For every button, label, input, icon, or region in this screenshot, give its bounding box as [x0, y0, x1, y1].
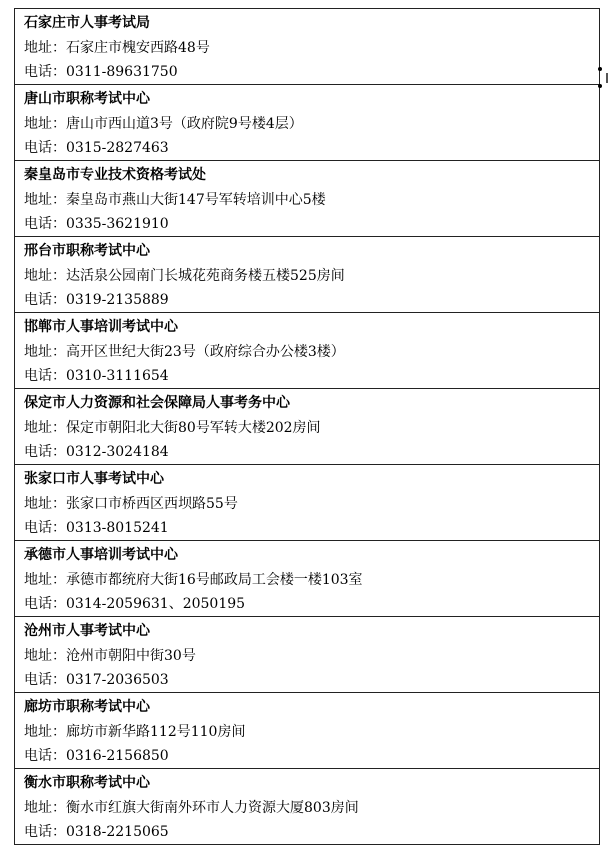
- entry-phone: 电话：0314-2059631、2050195: [24, 596, 246, 612]
- bullet-dot-icon: [598, 67, 602, 71]
- entry-address: 地址：承德市都统府大街16号邮政局工会楼一楼103室: [24, 571, 363, 588]
- entry-address: 地址：石家庄市槐安西路48号: [24, 39, 210, 56]
- entry-name: 唐山市职称考试中心: [24, 91, 150, 107]
- entry-baoding: [15, 389, 599, 465]
- entry-tangshan: [15, 85, 599, 161]
- entry-langfang: [15, 693, 599, 769]
- entry-phone: 电话：0310-3111654: [24, 368, 169, 384]
- entry-name: 秦皇岛市专业技术资格考试处: [24, 167, 206, 183]
- exam-center-table: [14, 8, 600, 845]
- entry-chengde: [15, 541, 599, 617]
- entry-cangzhou: [15, 617, 599, 693]
- entry-name: 邯郸市人事培训考试中心: [24, 319, 178, 335]
- entry-name: 廊坊市职称考试中心: [24, 699, 150, 715]
- entry-address: 地址：高开区世纪大街23号（政府综合办公楼3楼）: [24, 343, 345, 360]
- entry-phone: 电话：0311-89631750: [24, 64, 178, 80]
- entry-phone: 电话：0318-2215065: [24, 824, 169, 840]
- edge-tick-icon: [606, 73, 608, 83]
- entry-name: 邢台市职称考试中心: [24, 243, 150, 259]
- entry-address: 地址：廊坊市新华路112号110房间: [24, 723, 246, 740]
- entry-name: 沧州市人事考试中心: [24, 623, 150, 639]
- entry-address: 地址：保定市朝阳北大街80号军转大楼202房间: [24, 419, 321, 436]
- entry-phone: 电话：0315-2827463: [24, 140, 169, 156]
- entry-phone: 电话：0335-3621910: [24, 216, 169, 232]
- entry-name: 保定市人力资源和社会保障局人事考务中心: [24, 395, 290, 411]
- edge-marks: [596, 64, 610, 94]
- entry-address: 地址：沧州市朝阳中街30号: [24, 647, 196, 664]
- bullet-dot-icon: [598, 84, 602, 88]
- entry-address: 地址：张家口市桥西区西坝路55号: [24, 495, 238, 512]
- entry-name: 张家口市人事考试中心: [24, 471, 164, 487]
- entry-shijiazhuang: [15, 9, 599, 85]
- entry-xingtai: [15, 237, 599, 313]
- entry-phone: 电话：0313-8015241: [24, 520, 169, 536]
- entry-handan: [15, 313, 599, 389]
- entry-address: 地址：衡水市红旗大街南外环市人力资源大厦803房间: [24, 799, 359, 816]
- entry-phone: 电话：0319-2135889: [24, 292, 169, 308]
- entry-zhangjiakou: [15, 465, 599, 541]
- entry-address: 地址：秦皇岛市燕山大街147号军转培训中心5楼: [24, 191, 326, 208]
- entry-phone: 电话：0312-3024184: [24, 444, 169, 460]
- entry-name: 承德市人事培训考试中心: [24, 547, 178, 563]
- entry-address: 地址：唐山市西山道3号（政府院9号楼4层）: [24, 115, 303, 132]
- entry-hengshui: [15, 769, 599, 845]
- entry-qinhuangdao: [15, 161, 599, 237]
- entry-name: 石家庄市人事考试局: [24, 15, 150, 31]
- entry-phone: 电话：0316-2156850: [24, 748, 169, 764]
- entry-phone: 电话：0317-2036503: [24, 672, 169, 688]
- entry-name: 衡水市职称考试中心: [24, 775, 150, 791]
- entry-address: 地址：达活泉公园南门长城花苑商务楼五楼525房间: [24, 267, 345, 284]
